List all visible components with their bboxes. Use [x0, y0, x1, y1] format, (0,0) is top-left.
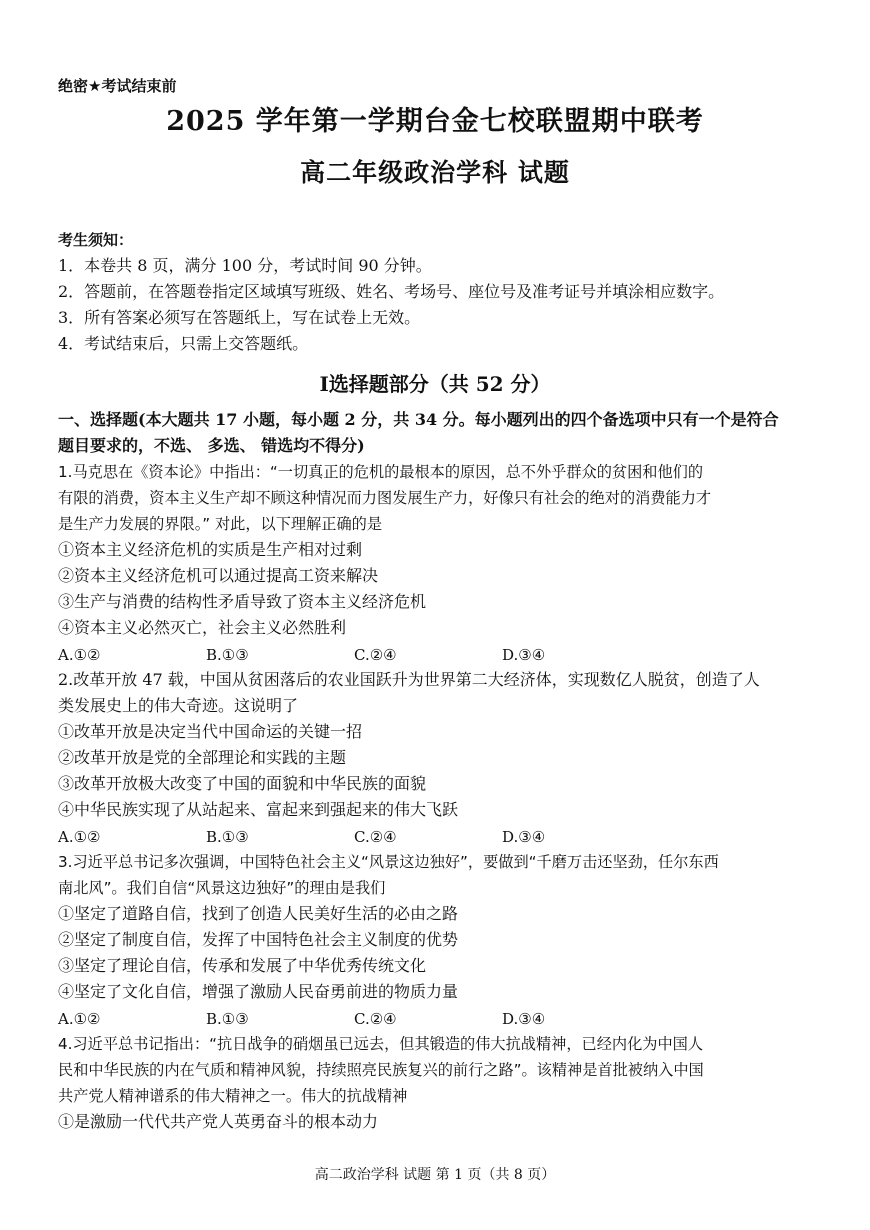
- question-3-option: ①坚定了道路自信，找到了创造人民美好生活的必由之路: [58, 904, 459, 923]
- question-2-option: ①改革开放是决定当代中国命运的关键一招: [58, 722, 363, 741]
- notice-item: 4．考试结束后，只需上交答题纸。: [58, 334, 309, 353]
- choice-d: D.③④: [502, 828, 546, 846]
- exam-title: 2025 学年第一学期台金七校联盟期中联考: [166, 106, 704, 137]
- choice-a: A.①②: [58, 828, 101, 846]
- question-3-stem: 3.习近平总书记多次强调，中国特色社会主义“风景这边独好”，要做到“千磨万击还坚劲，任尔东西: [58, 853, 719, 871]
- question-1-stem: 有限的消费，资本主义生产却不顾这种情况而力图发展生产力，好像只有社会的绝对的消费能力才: [58, 489, 712, 507]
- choice-b: B.①③: [206, 646, 249, 664]
- question-1-option: ①资本主义经济危机的实质是生产相对过剩: [58, 540, 363, 559]
- choice-a: A.①②: [58, 1010, 101, 1028]
- part-heading: 一、选择题(本大题共 17 小题，每小题 2 分，共 34 分。每小题列出的四个备选项中只有一个是符合: [58, 410, 779, 429]
- question-2-option: ②改革开放是党的全部理论和实践的主题: [58, 748, 347, 767]
- question-2-option: ③改革开放极大改变了中国的面貌和中华民族的面貌: [58, 774, 427, 793]
- page-footer: 高二政治学科 试题 第 1 页（共 8 页）: [314, 1167, 556, 1183]
- question-1-option: ②资本主义经济危机可以通过提高工资来解决: [58, 566, 379, 585]
- question-4-stem: 共产党人精神谱系的伟大精神之一。伟大的抗战精神: [58, 1087, 408, 1105]
- choice-c: C.②④: [354, 1010, 397, 1028]
- section-title: Ⅰ选择题部分（共 52 分）: [319, 372, 551, 396]
- question-1-stem: 是生产力发展的界限。” 对此，以下理解正确的是: [58, 515, 383, 533]
- question-3-option: ②坚定了制度自信，发挥了中国特色社会主义制度的优势: [58, 930, 459, 949]
- notice-heading: 考生须知：: [58, 231, 134, 249]
- choice-a: A.①②: [58, 646, 101, 664]
- question-1-option: ④资本主义必然灭亡，社会主义必然胜利: [58, 618, 347, 637]
- question-4-stem: 4.习近平总书记指出：“抗日战争的硝烟虽已远去，但其锻造的伟大抗战精神，已经内化为中国人: [58, 1035, 704, 1053]
- choice-d: D.③④: [502, 1010, 546, 1028]
- part-heading: 题目要求的，不选、 多选、 错选均不得分): [58, 436, 365, 455]
- question-3-option: ④坚定了文化自信，增强了激励人民奋勇前进的物质力量: [58, 982, 459, 1001]
- choice-b: B.①③: [206, 828, 249, 846]
- notice-item: 3．所有答案必须写在答题纸上，写在试卷上无效。: [58, 308, 421, 327]
- question-4-stem: 民和中华民族的内在气质和精神风貌，持续照亮民族复兴的前行之路”。该精神是首批被纳入中国: [58, 1061, 704, 1079]
- question-3-stem: 南北风”。我们自信“风景这边独好”的理由是我们: [58, 879, 386, 897]
- question-4-option: ①是激励一代代共产党人英勇奋斗的根本动力: [58, 1112, 379, 1131]
- choice-d: D.③④: [502, 646, 546, 664]
- question-2-option: ④中华民族实现了从站起来、富起来到强起来的伟大飞跃: [58, 800, 459, 819]
- exam-subtitle: 高二年级政治学科 试题: [300, 158, 570, 187]
- question-2-stem: 类发展史上的伟大奇迹。这说明了: [58, 696, 299, 715]
- question-3-option: ③坚定了理论自信，传承和发展了中华优秀传统文化: [58, 956, 427, 975]
- question-1-option: ③生产与消费的结构性矛盾导致了资本主义经济危机: [58, 592, 427, 611]
- question-1-stem: 1.马克思在《资本论》中指出：“一切真正的危机的最根本的原因，总不外乎群众的贫困和他们的: [58, 463, 704, 481]
- choice-c: C.②④: [354, 646, 397, 664]
- choice-b: B.①③: [206, 1010, 249, 1028]
- notice-item: 1．本卷共 8 页，满分 100 分，考试时间 90 分钟。: [58, 256, 432, 275]
- question-2-stem: 2.改革开放 47 载，中国从贫困落后的农业国跃升为世界第二大经济体，实现数亿人脱贫，创造了人: [58, 670, 760, 689]
- notice-item: 2．答题前，在答题卷指定区域填写班级、姓名、考场号、座位号及准考证号并填涂相应数字。: [58, 282, 725, 301]
- choice-c: C.②④: [354, 828, 397, 846]
- confidential-label: 绝密★考试结束前: [58, 77, 177, 95]
